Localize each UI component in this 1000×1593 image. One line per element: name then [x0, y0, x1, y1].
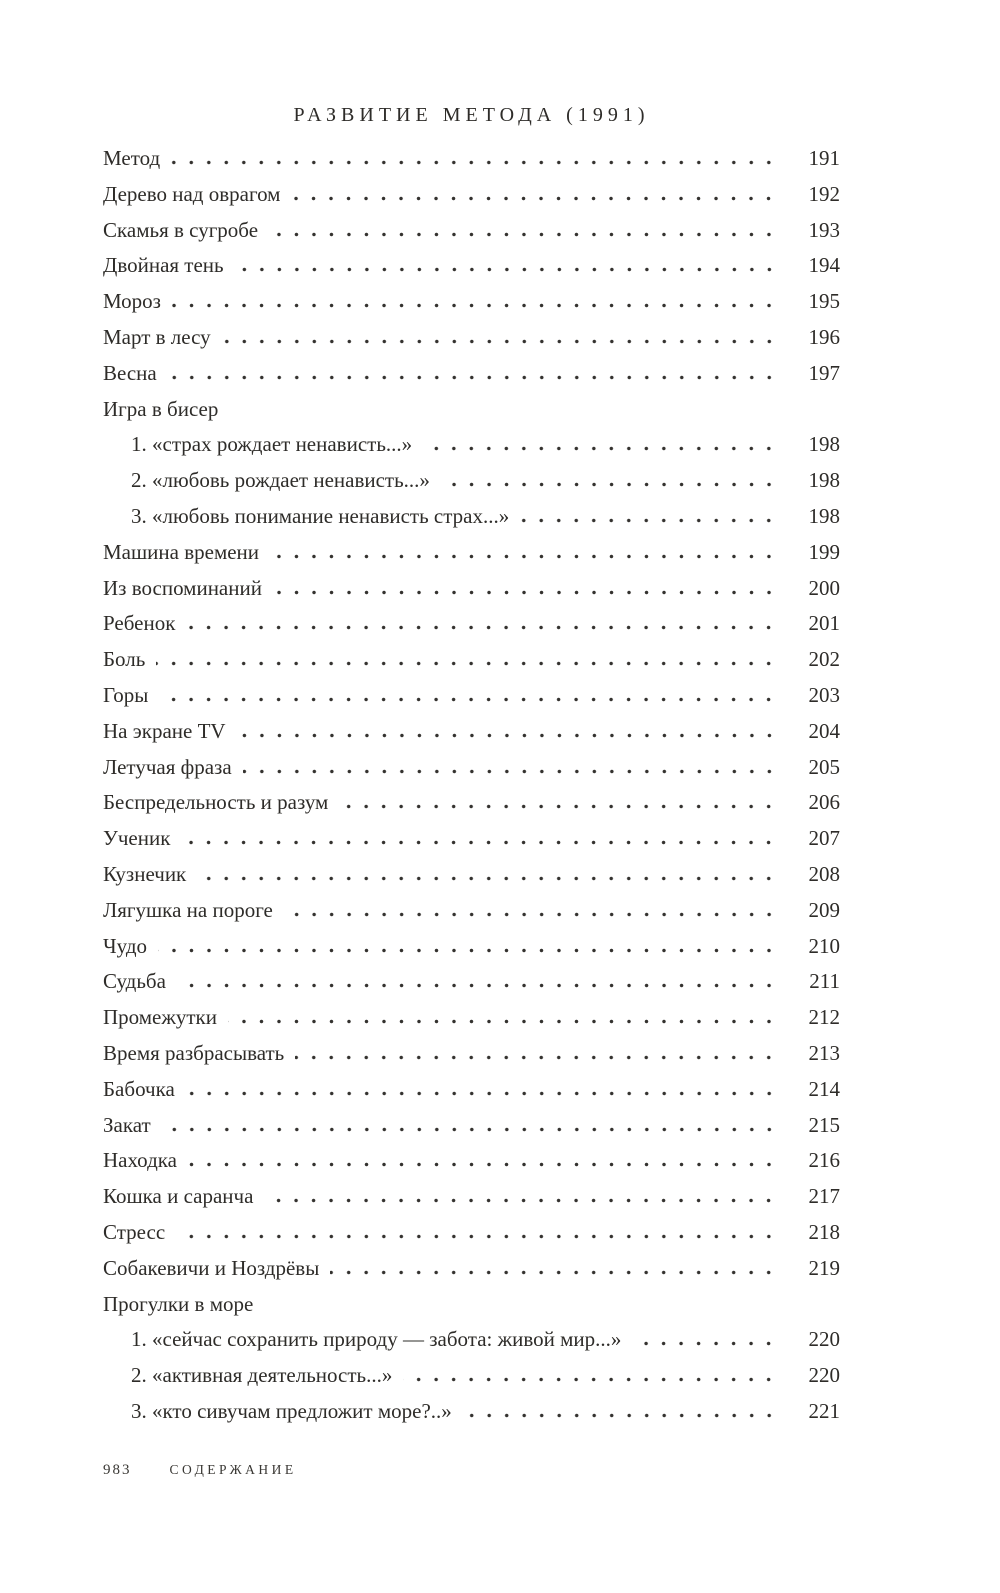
toc-entry-page: 218 — [808, 1219, 840, 1244]
dot-leader — [177, 983, 784, 988]
toc-entry-title: Боль — [103, 647, 146, 672]
toc-entry-title: Мороз — [103, 289, 161, 314]
dot-leader — [284, 912, 784, 917]
toc-entry-title: Ученик — [103, 826, 171, 851]
toc-entry-page: 220 — [808, 1327, 840, 1352]
toc-row — [103, 785, 840, 821]
dot-leader — [181, 840, 784, 845]
toc-page — [103, 104, 840, 1430]
toc-row — [103, 1358, 840, 1394]
dot-leader — [269, 232, 784, 237]
toc-entry-title: Двойная тень — [103, 253, 224, 278]
toc-row — [103, 284, 840, 320]
toc-row — [103, 248, 840, 284]
dot-leader — [463, 1413, 784, 1418]
toc-entry-page: 199 — [808, 539, 840, 564]
toc-entry-title: Судьба — [103, 969, 166, 994]
dot-leader — [520, 518, 784, 523]
dot-leader — [188, 1162, 784, 1167]
dot-leader — [295, 1055, 784, 1060]
toc-entry-page: 206 — [808, 790, 840, 815]
toc-entry-title: Кузнечик — [103, 861, 187, 886]
toc-entry-title: 1. «сейчас сохранить природу — забота: живой мир...» — [131, 1327, 622, 1352]
toc-row — [103, 320, 840, 356]
toc-entry-page: 209 — [808, 897, 840, 922]
dot-leader — [176, 1234, 784, 1239]
toc-entry-page: 203 — [808, 682, 840, 707]
toc-entry-title: Скамья в сугробе — [103, 217, 259, 242]
toc-list — [103, 141, 840, 1430]
toc-row — [103, 141, 840, 177]
toc-row — [103, 857, 840, 893]
toc-entry-page: 198 — [808, 432, 840, 457]
toc-row — [103, 535, 840, 571]
dot-leader — [273, 590, 784, 595]
toc-entry-page: 192 — [808, 181, 840, 206]
toc-row — [103, 821, 840, 857]
toc-row — [103, 1143, 840, 1179]
folio-number: 983 — [103, 1462, 132, 1478]
toc-entry-title: 2. «активная деятельность...» — [131, 1363, 393, 1388]
toc-row — [103, 606, 840, 642]
toc-row — [103, 1108, 840, 1144]
dot-leader — [237, 733, 784, 738]
toc-row — [103, 750, 840, 786]
toc-entry-title: Метод — [103, 146, 161, 170]
toc-entry-page: 220 — [808, 1363, 840, 1388]
toc-entry-page: 208 — [808, 861, 840, 886]
running-title: СОДЕРЖАНИЕ — [169, 1462, 297, 1477]
toc-row — [103, 1000, 840, 1036]
toc-entry-page: 193 — [808, 217, 840, 242]
toc-entry-page: 195 — [808, 289, 840, 314]
toc-entry-page: 214 — [808, 1076, 840, 1101]
dot-leader — [339, 804, 784, 809]
toc-row — [103, 1287, 840, 1323]
toc-entry-title: Весна — [103, 360, 157, 385]
toc-entry-title: 1. «страх рождает ненависть...» — [131, 432, 413, 457]
toc-row — [103, 929, 840, 965]
toc-entry-page: 212 — [808, 1005, 840, 1030]
toc-entry-title: Игра в бисер — [103, 396, 219, 421]
toc-entry-page: 216 — [808, 1148, 840, 1173]
dot-leader — [168, 375, 784, 380]
toc-row — [103, 463, 840, 499]
toc-row — [103, 356, 840, 392]
toc-row — [103, 642, 840, 678]
dot-leader — [264, 1198, 784, 1203]
dot-leader — [171, 160, 784, 165]
toc-entry-title: Машина времени — [103, 539, 260, 564]
page-footer — [103, 1462, 297, 1479]
toc-entry-page: 210 — [808, 933, 840, 958]
dot-leader — [441, 482, 784, 487]
toc-entry-title: 3. «кто сивучам предложит море?..» — [131, 1398, 452, 1423]
dot-leader — [270, 554, 784, 559]
dot-leader — [235, 267, 784, 272]
toc-entry-page: 200 — [808, 575, 840, 600]
toc-entry-page: 213 — [808, 1040, 840, 1065]
toc-row — [103, 213, 840, 249]
toc-entry-title: Прогулки в море — [103, 1291, 254, 1316]
dot-leader — [228, 1019, 784, 1024]
toc-entry-title: Собакевичи и Ноздрёвы — [103, 1255, 320, 1280]
toc-row — [103, 499, 840, 535]
toc-entry-page: 198 — [808, 503, 840, 528]
toc-entry-title: 2. «любовь рождает ненависть...» — [131, 468, 430, 493]
section-heading: РАЗВИТИЕ МЕТОДА (1991) — [293, 104, 650, 126]
toc-entry-title: Март в лесу — [103, 324, 211, 349]
toc-row — [103, 714, 840, 750]
toc-row — [103, 1215, 840, 1251]
toc-entry-page: 202 — [808, 647, 840, 672]
toc-entry-page: 204 — [808, 718, 840, 743]
toc-row — [103, 678, 840, 714]
dot-leader — [172, 303, 784, 308]
dot-leader — [243, 769, 784, 774]
toc-row — [103, 1179, 840, 1215]
toc-entry-page: 219 — [808, 1255, 840, 1280]
toc-row — [103, 1251, 840, 1287]
toc-entry-title: Из воспоминаний — [103, 575, 262, 600]
toc-row — [103, 392, 840, 428]
dot-leader — [423, 446, 784, 451]
dot-leader — [291, 196, 784, 201]
dot-leader — [159, 697, 784, 702]
toc-row — [103, 1072, 840, 1108]
toc-row — [103, 1322, 840, 1358]
toc-entry-page: 207 — [808, 826, 840, 851]
toc-entry-page: 221 — [808, 1398, 840, 1423]
toc-entry-title: Время разбрасывать — [103, 1040, 285, 1065]
dot-leader — [186, 625, 784, 630]
dot-leader — [330, 1270, 784, 1275]
toc-entry-page: 201 — [808, 611, 840, 636]
toc-entry-title: Кошка и саранча — [103, 1184, 254, 1209]
toc-row — [103, 893, 840, 929]
toc-entry-page: 205 — [808, 754, 840, 779]
dot-leader — [222, 339, 784, 344]
toc-entry-title: Чудо — [103, 933, 148, 958]
dot-leader — [403, 1377, 784, 1382]
toc-row — [103, 1036, 840, 1072]
dot-leader — [632, 1341, 784, 1346]
toc-entry-page: 211 — [809, 969, 840, 994]
toc-entry-title: На экране TV — [103, 718, 226, 743]
toc-entry-title: Закат — [103, 1112, 151, 1137]
toc-entry-page: 217 — [808, 1184, 840, 1209]
toc-entry-page: 197 — [808, 360, 840, 385]
toc-entry-title: Стресс — [103, 1219, 166, 1244]
toc-row — [103, 177, 840, 213]
toc-entry-page: 215 — [808, 1112, 840, 1137]
toc-row — [103, 1394, 840, 1430]
toc-entry-title: Лягушка на пороге — [103, 897, 273, 922]
toc-row — [103, 427, 840, 463]
dot-leader — [158, 948, 784, 953]
toc-entry-page: 194 — [808, 253, 840, 278]
dot-leader — [156, 661, 784, 666]
toc-entry-title: Промежутки — [103, 1005, 218, 1030]
toc-entry-title: Летучая фраза — [103, 754, 232, 779]
toc-entry-page: 196 — [808, 324, 840, 349]
dot-leader — [162, 1127, 784, 1132]
toc-entry-title: Находка — [103, 1148, 177, 1173]
toc-entry-title: Горы — [103, 682, 149, 707]
toc-row — [103, 571, 840, 607]
toc-entry-page: 198 — [808, 468, 840, 493]
toc-entry-title: 3. «любовь понимание ненависть страх...» — [131, 503, 510, 528]
toc-entry-title: Бабочка — [103, 1076, 175, 1101]
dot-leader — [186, 1091, 784, 1096]
toc-entry-title: Беспредельность и разум — [103, 790, 329, 815]
dot-leader — [197, 876, 784, 881]
toc-row — [103, 964, 840, 1000]
toc-entry-title: Дерево над оврагом — [103, 181, 281, 206]
toc-entry-title: Ребенок — [103, 611, 176, 636]
toc-entry-page: 191 — [808, 146, 840, 170]
